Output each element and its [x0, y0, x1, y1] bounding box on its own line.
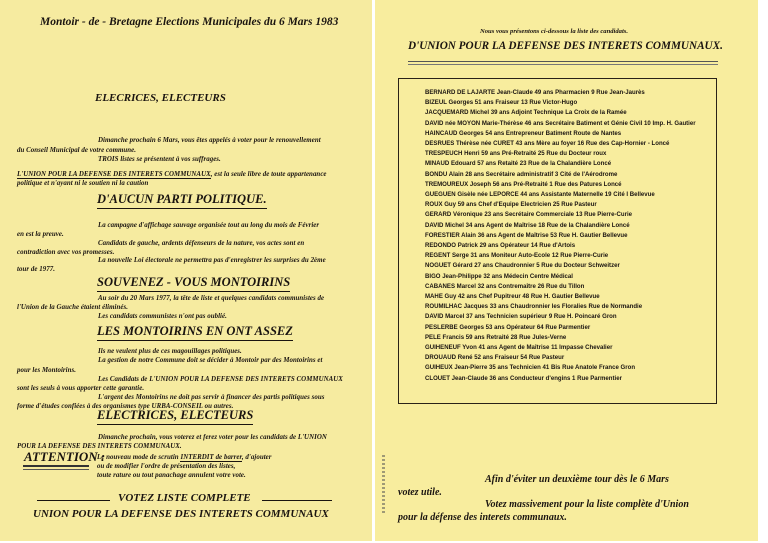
heading-aucun-parti: D'AUCUN PARTI POLITIQUE. [97, 192, 267, 209]
heading-electrices-electeurs: ELECTRICES, ELECTEURS [97, 408, 253, 425]
candidate-row: BIGO Jean-Philippe 32 ans Médecin Centre Médical [425, 272, 574, 280]
paragraph-line: TROIS listes se présentent à vos suffrages. [98, 156, 221, 163]
candidate-row: HAINCAUD Georges 54 ans Entrepreneur Batiment Route de Nantes [425, 129, 622, 137]
slogan-votez-liste: VOTEZ LISTE COMPLETE [118, 492, 251, 504]
paragraph-line: Au soir du 20 Mars 1977, la tête de liste et quelques candidats communistes de [98, 295, 325, 302]
paragraph-line: La campagne d'affichage sauvage organisée tout au long du mois de Février [98, 222, 320, 229]
paragraph-line: forme d'études confiées à des organismes type URBA-CONSEIL ou autres. [17, 403, 234, 410]
candidate-row: MINAUD Edouard 57 ans Retaité 23 Rue de la Chalandière Loncé [425, 160, 612, 168]
paragraph-line: POUR LA DEFENSE DES INTERETS COMMUNAUX. [17, 443, 182, 450]
closing-line: pour la défense des interets communaux. [398, 512, 567, 523]
paragraph-line: Candidats de gauche, ardents défenseurs de la nature, vos actes sont en [98, 240, 305, 247]
paragraph-line: en est la preuve. [17, 231, 64, 238]
paragraph-line: sont les seuls à vous apporter cette garantie. [17, 385, 145, 392]
left-page [0, 0, 372, 541]
candidate-row: JACQUEMARD Michel 39 ans Adjoint Technique La Croix de la Ramée [425, 109, 627, 117]
candidate-row: BERNARD DE LAJARTE Jean-Claude 49 ans Pharmacien 9 Rue Jean-Jaurès [425, 89, 645, 96]
attention-line: toute rature ou tout panachage annulent votre vote. [97, 472, 246, 479]
heading-souvenez: SOUVENEZ - VOUS MONTOIRINS [97, 275, 290, 292]
candidate-row: PELE Francis 59 ans Retraité 28 Rue Jules-Verne [425, 333, 567, 341]
attention-text: Le nouveau mode de scrutin [97, 454, 181, 461]
paragraph-line: contradiction avec vos promesses. [17, 249, 115, 256]
paragraph-line: l'Union de la Gauche étaient éliminés. [17, 304, 129, 311]
paragraph-text: , est la seule libre de toute appartenance [210, 171, 327, 178]
heading-double-rule [408, 61, 718, 65]
candidate-list-box [398, 78, 717, 404]
attention-underline [23, 465, 89, 470]
attention-line [97, 454, 272, 461]
candidate-row: DROUAUD René 52 ans Fraiseur 54 Rue Pasteur [425, 354, 565, 362]
paragraph-line: politique et n'ayant ni le soutien ni la caution [17, 180, 149, 187]
candidate-row: FORESTIER Alain 36 ans Agent de Maîtrise 53 Rue H. Gautier Bellevue [425, 231, 628, 239]
candidates-intro: Nous vous présentons ci-dessous la liste des candidats. [480, 28, 629, 35]
candidate-row: PESLERBE Georges 53 ans Opérateur 64 Rue Parmentier [425, 323, 591, 331]
candidate-row: CLOUET Jean-Claude 36 ans Conducteur d'engins 1 Rue Parmentier [425, 374, 622, 382]
candidate-row: NOGUET Gérard 27 ans Chaudronnier 5 Rue du Docteur Schweitzer [425, 262, 620, 270]
candidate-row: MAHE Guy 42 ans Chef Pupitreur 48 Rue H. Gautier Bellevue [425, 293, 600, 300]
attention-text: , d'ajouter [241, 454, 272, 461]
paragraph-line [17, 171, 327, 178]
candidate-row: DAVID Michel 34 ans Agent de Maîtrise 18 Rue de la Chalandière Loncé [425, 221, 630, 229]
candidate-row: BONDU Alain 28 ans Secrétaire administratif 3 Cité de l'Aérodrome [425, 170, 618, 178]
candidate-row: ROUX Guy 59 ans Chef d'Equipe Electricien 25 Rue Pasteur [425, 201, 597, 209]
candidate-row: TRESPEUCH Henri 59 ans Pré-Retraité 25 Rue du Docteur roux [425, 150, 607, 158]
closing-line: votez utile. [398, 487, 442, 498]
attention-line: ou de modifier l'ordre de présentation des listes, [97, 463, 236, 470]
candidate-row: CABANES Marcel 32 ans Contremaître 26 Rue du Tillon [425, 282, 585, 290]
paragraph-line: La gestion de notre Commune doit se décider à Montoir par des Montoirins et [98, 357, 323, 364]
candidate-row: REGENT Serge 31 ans Moniteur Auto-Ecole 12 Rue Pierre-Curie [425, 252, 609, 260]
candidate-row: DAVID Marcel 37 ans Technicien supérieur 9 Rue H. Poincaré Gron [425, 313, 617, 321]
slogan-rule-right [262, 500, 332, 501]
candidate-row: GUIHEUX Jean-Pierre 35 ans Technicien 41 Bis Rue Anatole France Gron [425, 364, 636, 372]
candidate-row: GUEGUEN Gisèle née LEPORCE 44 ans Assistante Maternelle 19 Cité I Bellevue [425, 191, 655, 198]
candidate-row: DESRUES Thérèse née CURET 43 ans Mère au foyer 16 Rue des Cap-Hornier - Loncé [425, 140, 670, 147]
paragraph-line: pour les Montoirins. [17, 367, 77, 374]
closing-line: Votez massivement pour la liste complète d'Union [485, 499, 689, 510]
candidate-row: REDONDO Patrick 29 ans Opérateur 14 Rue d'Artois [425, 242, 576, 249]
paragraph-line: La nouvelle Loi électorale ne permettra pas d'enregistrer les surprises du 2ème [98, 257, 326, 264]
candidate-row: GERARD Véronique 23 ans Secrétaire Commerciale 13 Rue Pierre-Curie [425, 211, 633, 219]
slogan-rule-left [37, 500, 110, 501]
candidate-row: ROUMILHAC Jacques 33 ans Chaudronnier les Floralies Rue de Normandie [425, 303, 643, 311]
document-title: Montoir - de - Bretagne Elections Municipales du 6 Mars 1983 [40, 16, 339, 28]
slogan-union: UNION POUR LA DEFENSE DES INTERETS COMMUNAUX [33, 508, 329, 520]
paragraph-line: Les Candidats de L'UNION POUR LA DEFENSE DES INTERETS COMMUNAUX [98, 376, 343, 383]
paragraph-line: Dimanche prochain, vous voterez et ferez voter pour les candidats de L'UNION [98, 434, 327, 441]
paragraph-line: Ils ne veulent plus de ces magouillages politiques. [98, 348, 242, 355]
heading-montoirins-assez: LES MONTOIRINS EN ONT ASSEZ [97, 324, 293, 341]
paragraph-line: Dimanche prochain 6 Mars, vous êtes appelés à voter pour le renouvellement [98, 137, 321, 144]
candidate-row: BIZEUL Georges 51 ans Fraiseur 13 Rue Victor-Hugo [425, 99, 578, 107]
candidate-row: GUIHENEUF Yvon 41 ans Agent de Maîtrise 11 Impasse Chevalier [425, 344, 613, 351]
paragraph-line: tour de 1977. [17, 266, 55, 273]
closing-line: Afin d'éviter un deuxième tour dès le 6 Mars [485, 474, 669, 485]
attention-label: ATTENTION : [24, 449, 106, 464]
paragraph-line: Les candidats communistes n'ont pas oublié. [98, 313, 227, 320]
candidates-heading: D'UNION POUR LA DEFENSE DES INTERETS COMMUNAUX. [408, 40, 723, 52]
union-name-underlined: L'UNION POUR LA DEFENSE DES INTERETS COMMUNAUX [17, 171, 211, 178]
candidate-row: TREMOUREUX Joseph 56 ans Pré-Retraité 1 Rue des Patures Loncé [425, 180, 622, 188]
heading-electrices: ELECRICES, ELECTEURS [95, 92, 226, 104]
printer-imprint-mark [382, 455, 385, 513]
interdit-underlined: INTERDIT de barrer [180, 454, 242, 461]
paragraph-line: du Conseil Municipal de votre commune. [17, 147, 137, 154]
paragraph-line: L'argent des Montoirins ne doit pas servir à financer des partis politiques sous [98, 394, 325, 401]
candidate-row: DAVID née MOYON Marie-Thérèse 46 ans Secrétaire Batiment et Génie Civil 10 Imp. H. Gautier [425, 119, 696, 127]
